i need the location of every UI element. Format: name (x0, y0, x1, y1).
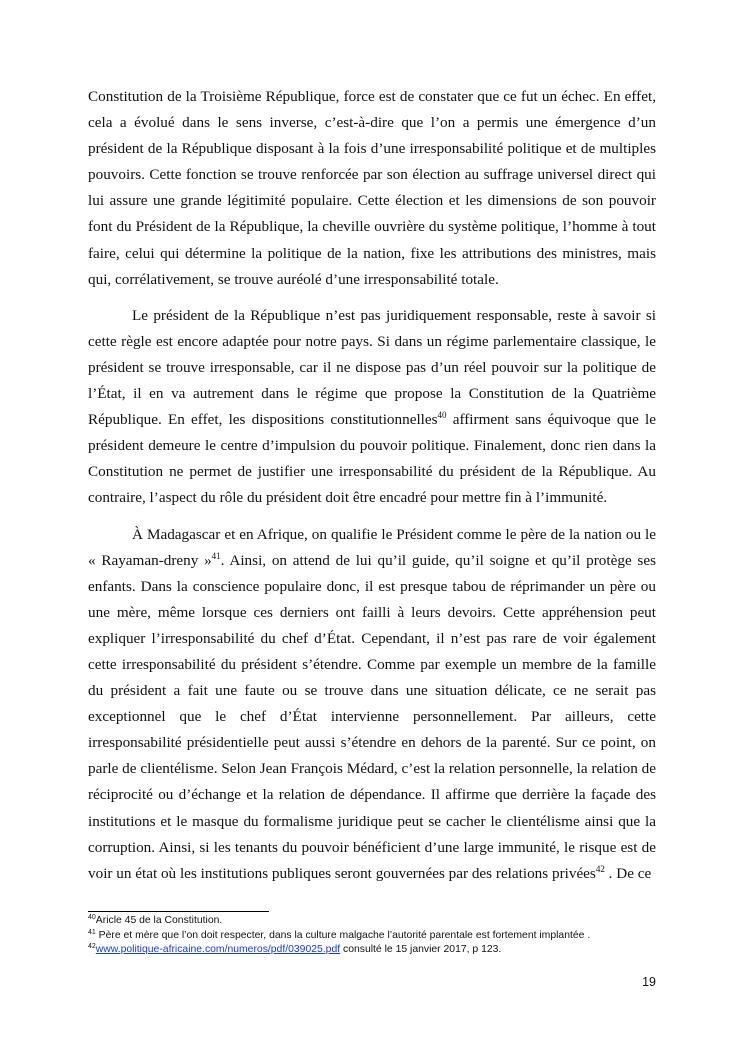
footnotes (88, 914, 668, 958)
footnote-number: 41 (88, 928, 96, 936)
footnote-text: Père et mère que l’on doit respecter, dans la culture malgache l’autorité parentale est fortement implantée . (95, 929, 591, 941)
paragraph-text: affirment sans équivoque que le président demeure le centre d’impulsion du pouvoir politique. Finalement, donc rien dans la Constitution ne permet de justifier une irresponsabilité du président de la République. Au contraire, l’aspect du rôle du président doit être encadré pour mettre fin à l’immunité. (88, 411, 656, 507)
paragraph-1 (88, 84, 656, 293)
footnote-text: Aricle 45 de la Constitution. (95, 915, 223, 926)
paragraph-3 (88, 522, 656, 887)
footnote-number: 40 (88, 914, 96, 921)
footnote-ref-41[interactable]: 41 (211, 550, 221, 561)
paragraph-text: À Madagascar et en Afrique, on qualifie le Président comme le père de la nation ou le « Rayaman-dreny » (88, 525, 656, 569)
footnote-link[interactable]: www.politique-africaine.com/numeros/pdf/039025.pdf (95, 944, 341, 955)
footnote-41 (88, 929, 668, 944)
footnote-ref-40[interactable]: 40 (437, 410, 447, 421)
page-number: 19 (642, 975, 656, 989)
footnote-42 (88, 943, 668, 958)
footnote-40 (88, 914, 668, 929)
footnote-number: 42 (88, 943, 96, 950)
footnote-ref-42[interactable]: 42 (595, 863, 605, 874)
paragraph-text: Constitution de la Troisième République, force est de constater que ce fut un échec. En effet, cela a évolué dans le sens inverse, c’est-à-dire que l’on a permis une émergence d’un président de la République disposant à la fois d’une irresponsabilité politique et de multiples pouvoirs. Cette fonction se trouve renforcée par son élection au suffrage universel direct qui lui assure une grande légitimité populaire. Cette élection et les dimensions de son pouvoir font du Président de la République, la cheville ouvrière du système politique, l’homme à tout faire, celui qui détermine la politique de la nation, fixe les attributions des ministres, mais qui, corrélativement, se trouve auréolé d’une irresponsabilité totale. (88, 88, 656, 288)
paragraph-2 (88, 303, 656, 512)
body-text (88, 84, 656, 887)
paragraph-text: Le président de la République n’est pas juridiquement responsable, reste à savoir si cette règle est encore adaptée pour notre pays. Si dans un régime parlementaire classique, le président se trouve irresponsable, car il ne dispose pas d’un réel pouvoir sur la politique de l’État, il en va autrement dans le régime que propose la Constitution de la Quatrième République. En effet, les dispositions constitutionnelles (88, 306, 656, 429)
paragraph-text: . De ce (604, 864, 652, 882)
footnote-separator (88, 911, 269, 912)
footnote-text: consulté le 15 janvier 2017, p 123. (340, 944, 502, 955)
paragraph-text: . Ainsi, on attend de lui qu’il guide, qu’il soigne et qu’il protège ses enfants. Dans la conscience populaire donc, il est presque tabou de réprimander un père ou une mère, même lorsque ces derniers ont failli à leurs devoirs. Cette appréhension peut expliquer l’irresponsabilité du chef d’État. Cependant, il n’est pas rare de voir également cette irresponsabilité du président s’étendre. Comme par exemple un membre de la famille du président a fait une faute ou se trouve dans une situation délicate, ce ne serait pas exceptionnel que le chef d’État intervienne personnellement. Par ailleurs, cette irresponsabilité présidentielle peut aussi s’étendre en dehors de la parenté. Sur ce point, on parle de clientélisme. Selon Jean François Médard, c’est la relation personnelle, la relation de réciprocité ou d’échange et la relation de dépendance. Il affirme que derrière la façade des institutions et le masque du formalisme juridique peut se cacher le clientélisme ainsi que la corruption. Ainsi, si les tenants du pouvoir bénéficient d’une large immunité, le risque est de voir un état où les institutions publiques seront gouvernées par des relations privées (88, 551, 656, 882)
